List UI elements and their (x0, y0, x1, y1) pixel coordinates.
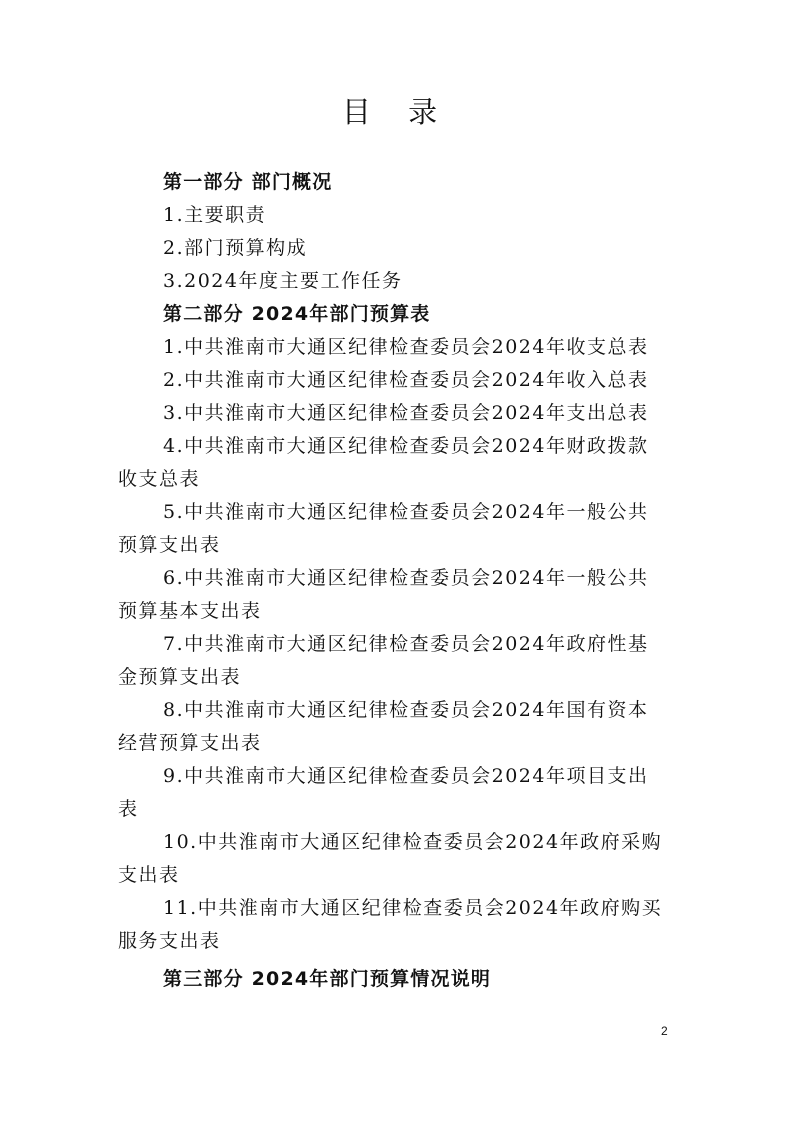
toc-item: 3.中共淮南市大通区纪律检查委员会2024年支出总表 (163, 402, 649, 424)
toc-item-continuation: 收支总表 (118, 468, 201, 490)
toc-item-continuation: 预算基本支出表 (118, 600, 262, 622)
toc-item: 7.中共淮南市大通区纪律检查委员会2024年政府性基 (163, 633, 649, 655)
toc-item: 11.中共淮南市大通区纪律检查委员会2024年政府购买 (163, 897, 663, 919)
toc-item-continuation: 预算支出表 (118, 534, 221, 556)
page-title: 目 录 (341, 95, 452, 129)
toc-item: 2.部门预算构成 (163, 237, 308, 259)
toc-item-continuation: 支出表 (118, 864, 180, 886)
toc-item: 4.中共淮南市大通区纪律检查委员会2024年财政拨款 (163, 435, 649, 457)
toc-item: 6.中共淮南市大通区纪律检查委员会2024年一般公共 (163, 567, 649, 589)
toc-item-continuation: 经营预算支出表 (118, 732, 262, 754)
toc-item-continuation: 表 (118, 798, 139, 820)
toc-item-continuation: 金预算支出表 (118, 666, 242, 688)
toc-section-heading: 第三部分 2024年部门预算情况说明 (163, 968, 492, 990)
toc-item: 9.中共淮南市大通区纪律检查委员会2024年项目支出 (163, 765, 649, 787)
toc-item: 8.中共淮南市大通区纪律检查委员会2024年国有资本 (163, 699, 649, 721)
toc-item: 10.中共淮南市大通区纪律检查委员会2024年政府采购 (163, 831, 663, 853)
toc-item: 1.主要职责 (163, 204, 267, 226)
page-number: 2 (661, 1024, 668, 1038)
toc-item: 5.中共淮南市大通区纪律检查委员会2024年一般公共 (163, 501, 649, 523)
toc-section-heading: 第二部分 2024年部门预算表 (163, 303, 431, 325)
toc-section-heading: 第一部分 部门概况 (163, 171, 333, 193)
toc-item-continuation: 服务支出表 (118, 930, 221, 952)
toc-item: 1.中共淮南市大通区纪律检查委员会2024年收支总表 (163, 336, 649, 358)
toc-item: 3.2024年度主要工作任务 (163, 270, 403, 292)
toc-item: 2.中共淮南市大通区纪律检查委员会2024年收入总表 (163, 369, 649, 391)
